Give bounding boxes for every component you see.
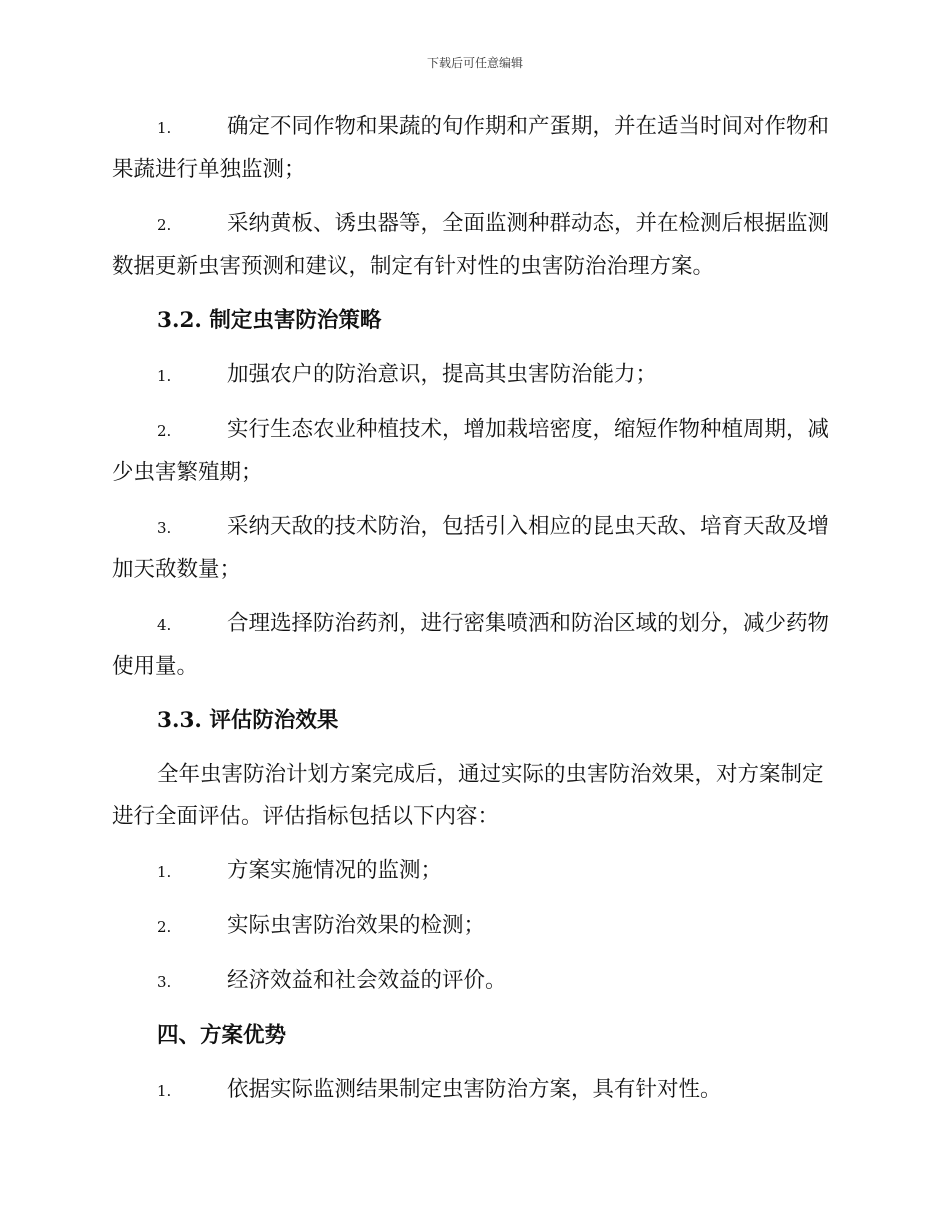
- list-text: 采纳天敌的技术防治，包括引入相应的昆虫天敌、培育天敌及增加天敌数量；: [112, 514, 830, 582]
- list-item: [112, 603, 834, 688]
- list-text: 实际虫害防治效果的检测；: [227, 913, 486, 938]
- list-number: 3.: [157, 973, 172, 991]
- section-heading: 3.3. 评估防治效果: [157, 708, 339, 733]
- list-item: [112, 1069, 834, 1112]
- section-heading: 3.2. 制定虫害防治策略: [157, 308, 382, 333]
- list-text: 确定不同作物和果蔬的旬作期和产蛋期，并在适当时间对作物和果蔬进行单独监测；: [112, 114, 830, 182]
- list-number: 1.: [157, 863, 172, 881]
- list-number: 1.: [157, 1082, 172, 1100]
- list-text: 采纳黄板、诱虫器等，全面监测种群动态，并在检测后根据监测数据更新虫害预测和建议，制定有针对性的虫害防治治理方案。: [112, 211, 830, 279]
- list-item: [112, 409, 834, 494]
- list-item: [112, 106, 834, 191]
- list-item: [112, 960, 834, 1003]
- list-number: 1.: [157, 367, 172, 385]
- list-text: 方案实施情况的监测；: [227, 858, 443, 883]
- list-item: [112, 905, 834, 948]
- list-text: 依据实际监测结果制定虫害防治方案，具有针对性。: [227, 1077, 722, 1102]
- list-number: 4.: [157, 616, 172, 634]
- list-number: 2.: [157, 422, 172, 440]
- document-body: [112, 106, 834, 1124]
- list-text: 实行生态农业种植技术，增加栽培密度，缩短作物种植周期，减少虫害繁殖期；: [112, 417, 830, 485]
- list-number: 2.: [157, 918, 172, 936]
- list-item: [112, 850, 834, 893]
- list-number: 2.: [157, 216, 172, 234]
- list-text: 经济效益和社会效益的评价。: [227, 968, 507, 993]
- list-number: 1.: [157, 119, 172, 137]
- paragraph: 全年虫害防治计划方案完成后，通过实际的虫害防治效果，对方案制定进行全面评估。评估指标包括以下内容：: [112, 762, 824, 829]
- list-text: 合理选择防治药剂，进行密集喷洒和防治区域的划分，减少药物使用量。: [112, 611, 830, 679]
- list-item: [112, 354, 834, 397]
- list-item: [112, 203, 834, 288]
- list-item: [112, 506, 834, 591]
- list-text: 加强农户的防治意识，提高其虫害防治能力；: [227, 362, 658, 387]
- section-heading: 四、方案优势: [157, 1023, 287, 1048]
- list-number: 3.: [157, 519, 172, 537]
- page-header: 下载后可任意编辑: [426, 56, 523, 70]
